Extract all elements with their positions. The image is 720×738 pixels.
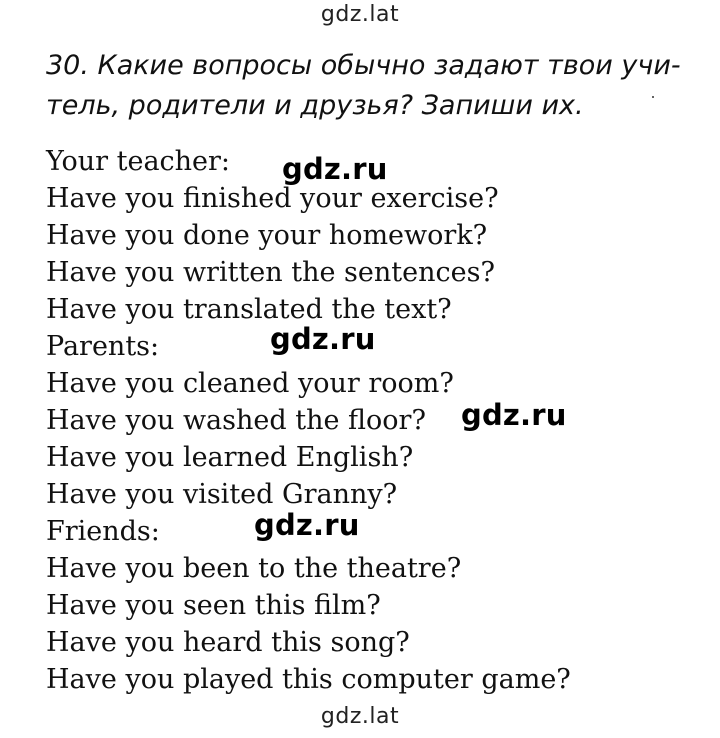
answer-line: Have you cleaned your room? — [46, 368, 454, 399]
section-heading-parents: Parents: — [46, 331, 160, 362]
answer-line: Have you done your homework? — [46, 220, 488, 251]
site-watermark-top: gdz.lat — [320, 2, 400, 27]
watermark-stamp: gdz.ru — [270, 322, 376, 356]
answer-line: Have you finished your exercise? — [46, 183, 499, 214]
answer-line: Have you learned English? — [46, 442, 414, 473]
section-heading-friends: Friends: — [46, 516, 160, 547]
answer-line: Have you written the sentences? — [46, 257, 495, 288]
answer-list — [46, 143, 686, 698]
answer-line: Have you visited Granny? — [46, 479, 398, 510]
scan-speck — [652, 96, 654, 98]
answer-line: Have you played this computer game? — [46, 664, 571, 695]
section-heading-teacher: Your teacher: — [46, 146, 231, 177]
task-line-1: 30. Какие вопросы обычно задают твои учи- — [46, 50, 681, 81]
watermark-stamp: gdz.ru — [282, 152, 388, 186]
task-statement — [46, 46, 696, 126]
answer-line: Have you washed the floor? — [46, 405, 426, 436]
answer-line: Have you seen this film? — [46, 590, 381, 621]
site-watermark-bottom: gdz.lat — [320, 704, 400, 729]
answer-line: Have you been to the theatre? — [46, 553, 462, 584]
answer-line: Have you translated the text? — [46, 294, 452, 325]
watermark-stamp: gdz.ru — [254, 508, 360, 542]
watermark-stamp: gdz.ru — [461, 398, 567, 432]
answer-line: Have you heard this song? — [46, 627, 410, 658]
task-line-2: тель, родители и друзья? Запиши их. — [46, 90, 584, 121]
